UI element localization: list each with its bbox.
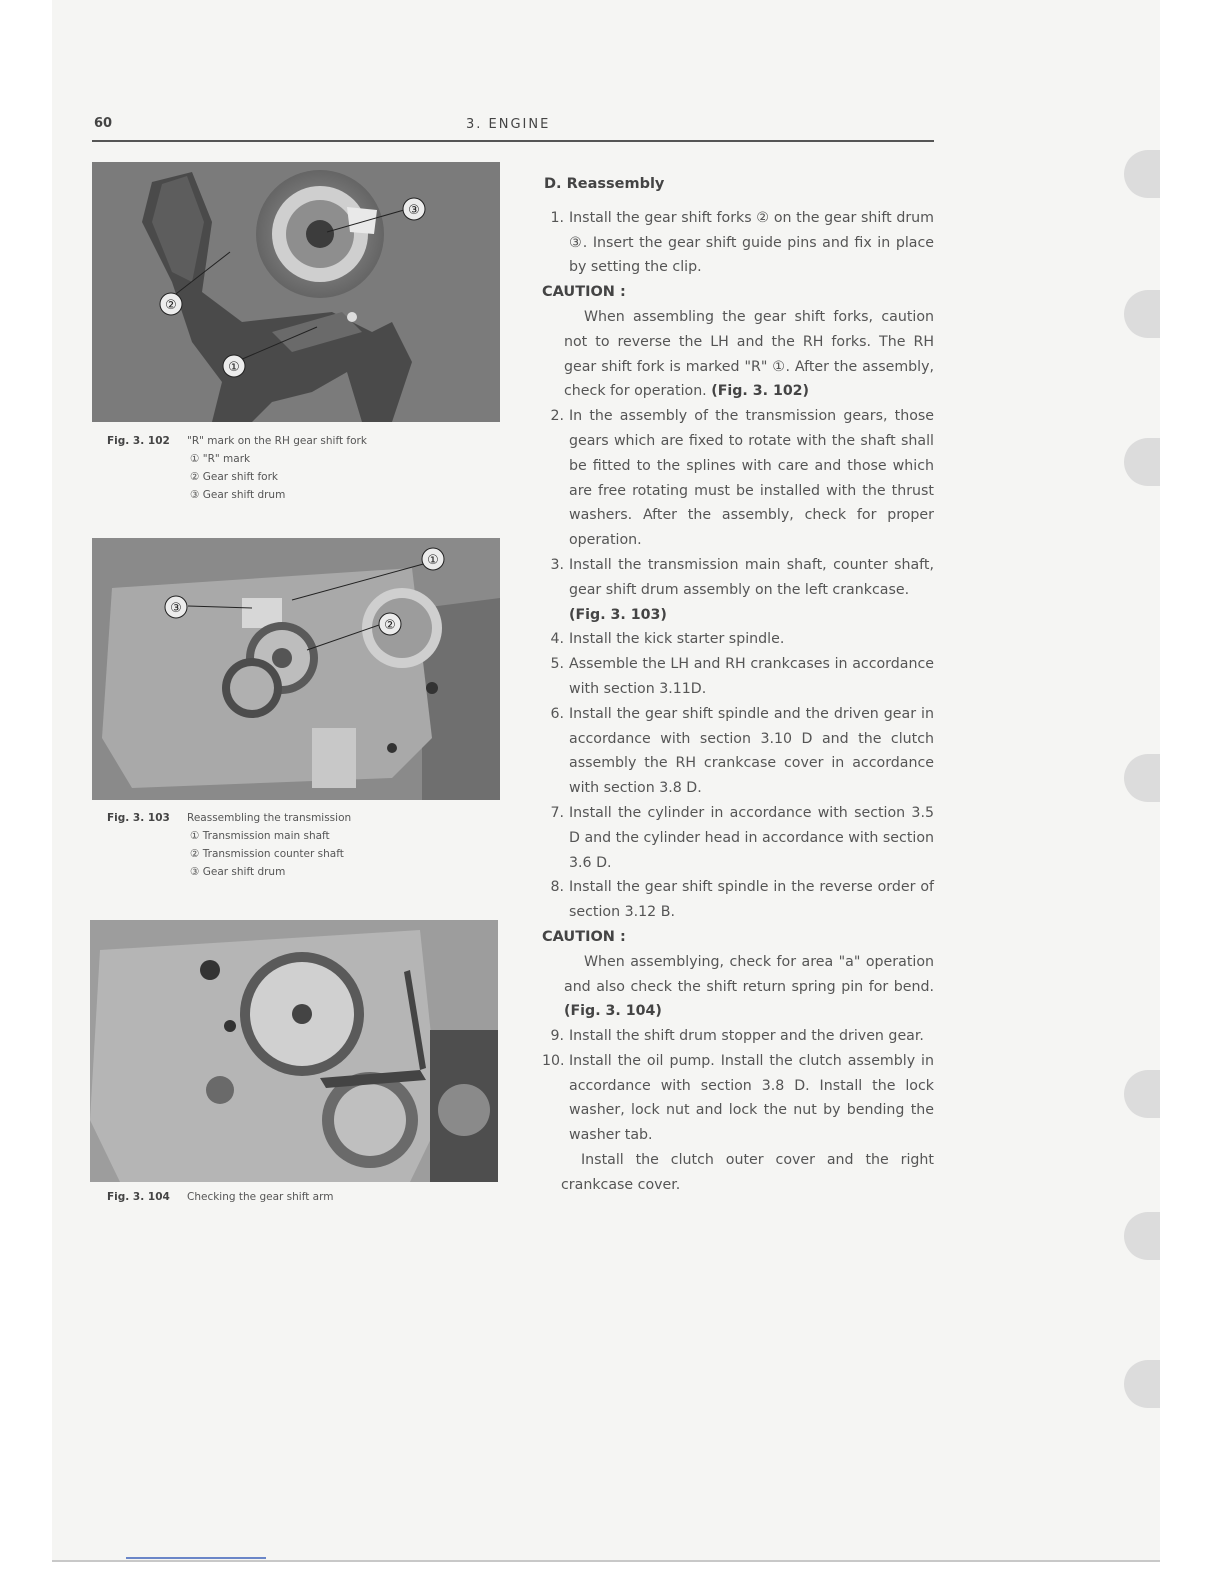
caution-body: When assembling the gear shift forks, caution not to reverse the LH and the RH forks. The RH gear shift fork is marked "R" ①. After the assembly, check for operation.	[564, 308, 934, 400]
step-number: 3.	[550, 556, 564, 573]
closing-paragraph: Install the clutch outer cover and the right crankcase cover.	[561, 1152, 934, 1193]
step-number: 1.	[550, 209, 564, 226]
figure-title: "R" mark on the RH gear shift fork	[187, 435, 367, 447]
figure-caption-3-103	[107, 809, 497, 881]
photo-gear-shift-fork	[92, 162, 500, 422]
step-text: Install the cylinder in accordance with section 3.5 D and the cylinder head in accordance with section 3.6 D.	[569, 804, 934, 871]
step-number: 4.	[550, 631, 564, 648]
callout-1: ①	[228, 360, 240, 375]
caution-body: When assemblying, check for area "a" operation and also check the shift return spring pin for bend.	[564, 953, 934, 995]
step-text: Install the transmission main shaft, counter shaft, gear shift drum assembly on the left crankcase.	[569, 556, 934, 598]
step-text: Install the gear shift forks ② on the gear shift drum ③. Insert the gear shift guide pins and fix in place by setting the clip.	[569, 209, 934, 276]
figure-reference: (Fig. 3. 103)	[569, 606, 667, 623]
callout-3: ③	[170, 601, 182, 616]
step-1	[542, 206, 934, 280]
figure-title: Reassembling the transmission	[187, 812, 352, 824]
callout-1: ①	[427, 553, 439, 568]
step-5	[542, 652, 934, 702]
running-head: 3. ENGINE	[466, 117, 551, 132]
step-8	[542, 875, 934, 925]
figure-legend-item: ① Transmission main shaft	[190, 830, 330, 842]
figure-reference: (Fig. 3. 104)	[564, 1003, 662, 1020]
page-number: 60	[94, 116, 113, 131]
figure-caption-3-102	[107, 432, 497, 504]
step-text: Install the gear shift spindle in the reverse order of section 3.12 B.	[569, 879, 934, 921]
caution-text	[542, 950, 934, 1024]
step-number: 9.	[550, 1028, 564, 1045]
step-number: 7.	[550, 804, 564, 821]
step-number: 5.	[550, 656, 564, 673]
figure-title: Checking the gear shift arm	[187, 1191, 334, 1203]
figure-label: Fig. 3. 102	[107, 435, 170, 447]
step-text: Install the kick starter spindle.	[569, 631, 785, 648]
caution-text	[542, 305, 934, 404]
step-6	[542, 702, 934, 801]
step-number: 10.	[542, 1052, 565, 1069]
step-text: Install the oil pump. Install the clutch assembly in accordance with section 3.8 D. Install the lock washer, lock nut and lock the nut by bending the washer tab.	[569, 1052, 934, 1144]
callout-2: ②	[384, 618, 396, 633]
section-heading: D. Reassembly	[544, 176, 665, 192]
figure-legend-item: ③ Gear shift drum	[190, 489, 286, 501]
step-text: In the assembly of the transmission gears, those gears which are fixed to rotate with the shaft shall be fitted to the splines with care and those which are free rotating must be installed with the thrust washers. After the assembly, check for proper operation.	[569, 408, 934, 549]
step-3	[542, 553, 934, 627]
step-number: 2.	[550, 408, 564, 425]
step-text: Install the gear shift spindle and the driven gear in accordance with section 3.10 D and the clutch assembly the RH crankcase cover in accordance with section 3.8 D.	[569, 705, 934, 797]
step-4	[542, 627, 934, 652]
step-7	[542, 801, 934, 875]
figure-caption-3-104	[107, 1188, 497, 1206]
step-text: Assemble the LH and RH crankcases in accordance with section 3.11D.	[569, 656, 934, 697]
photo-gear-shift-arm	[90, 920, 498, 1182]
photo-transmission	[92, 538, 500, 800]
step-9	[542, 1024, 934, 1049]
callout-2: ②	[165, 298, 177, 313]
figure-legend-item: ② Gear shift fork	[190, 471, 278, 483]
figure-reference: (Fig. 3. 102)	[711, 383, 810, 400]
figure-legend-item: ③ Gear shift drum	[190, 866, 286, 878]
figure-label: Fig. 3. 103	[107, 812, 170, 824]
caution-heading: CAUTION :	[542, 928, 626, 945]
callout-3: ③	[408, 203, 420, 218]
step-text: Install the shift drum stopper and the driven gear.	[569, 1028, 924, 1045]
caution-heading: CAUTION :	[542, 284, 626, 301]
reassembly-section	[542, 172, 934, 1198]
figure-legend-item: ② Transmission counter shaft	[190, 848, 344, 860]
figure-label: Fig. 3. 104	[107, 1191, 170, 1203]
step-10	[542, 1049, 934, 1148]
step-number: 8.	[550, 879, 564, 896]
header-rule	[92, 140, 934, 142]
step-body	[564, 553, 934, 627]
figure-legend-item: ① "R" mark	[190, 453, 251, 465]
step-number: 6.	[550, 705, 564, 722]
page-bottom-mark	[126, 1557, 266, 1559]
step-2	[542, 404, 934, 553]
page-bottom-edge	[52, 1560, 1160, 1562]
